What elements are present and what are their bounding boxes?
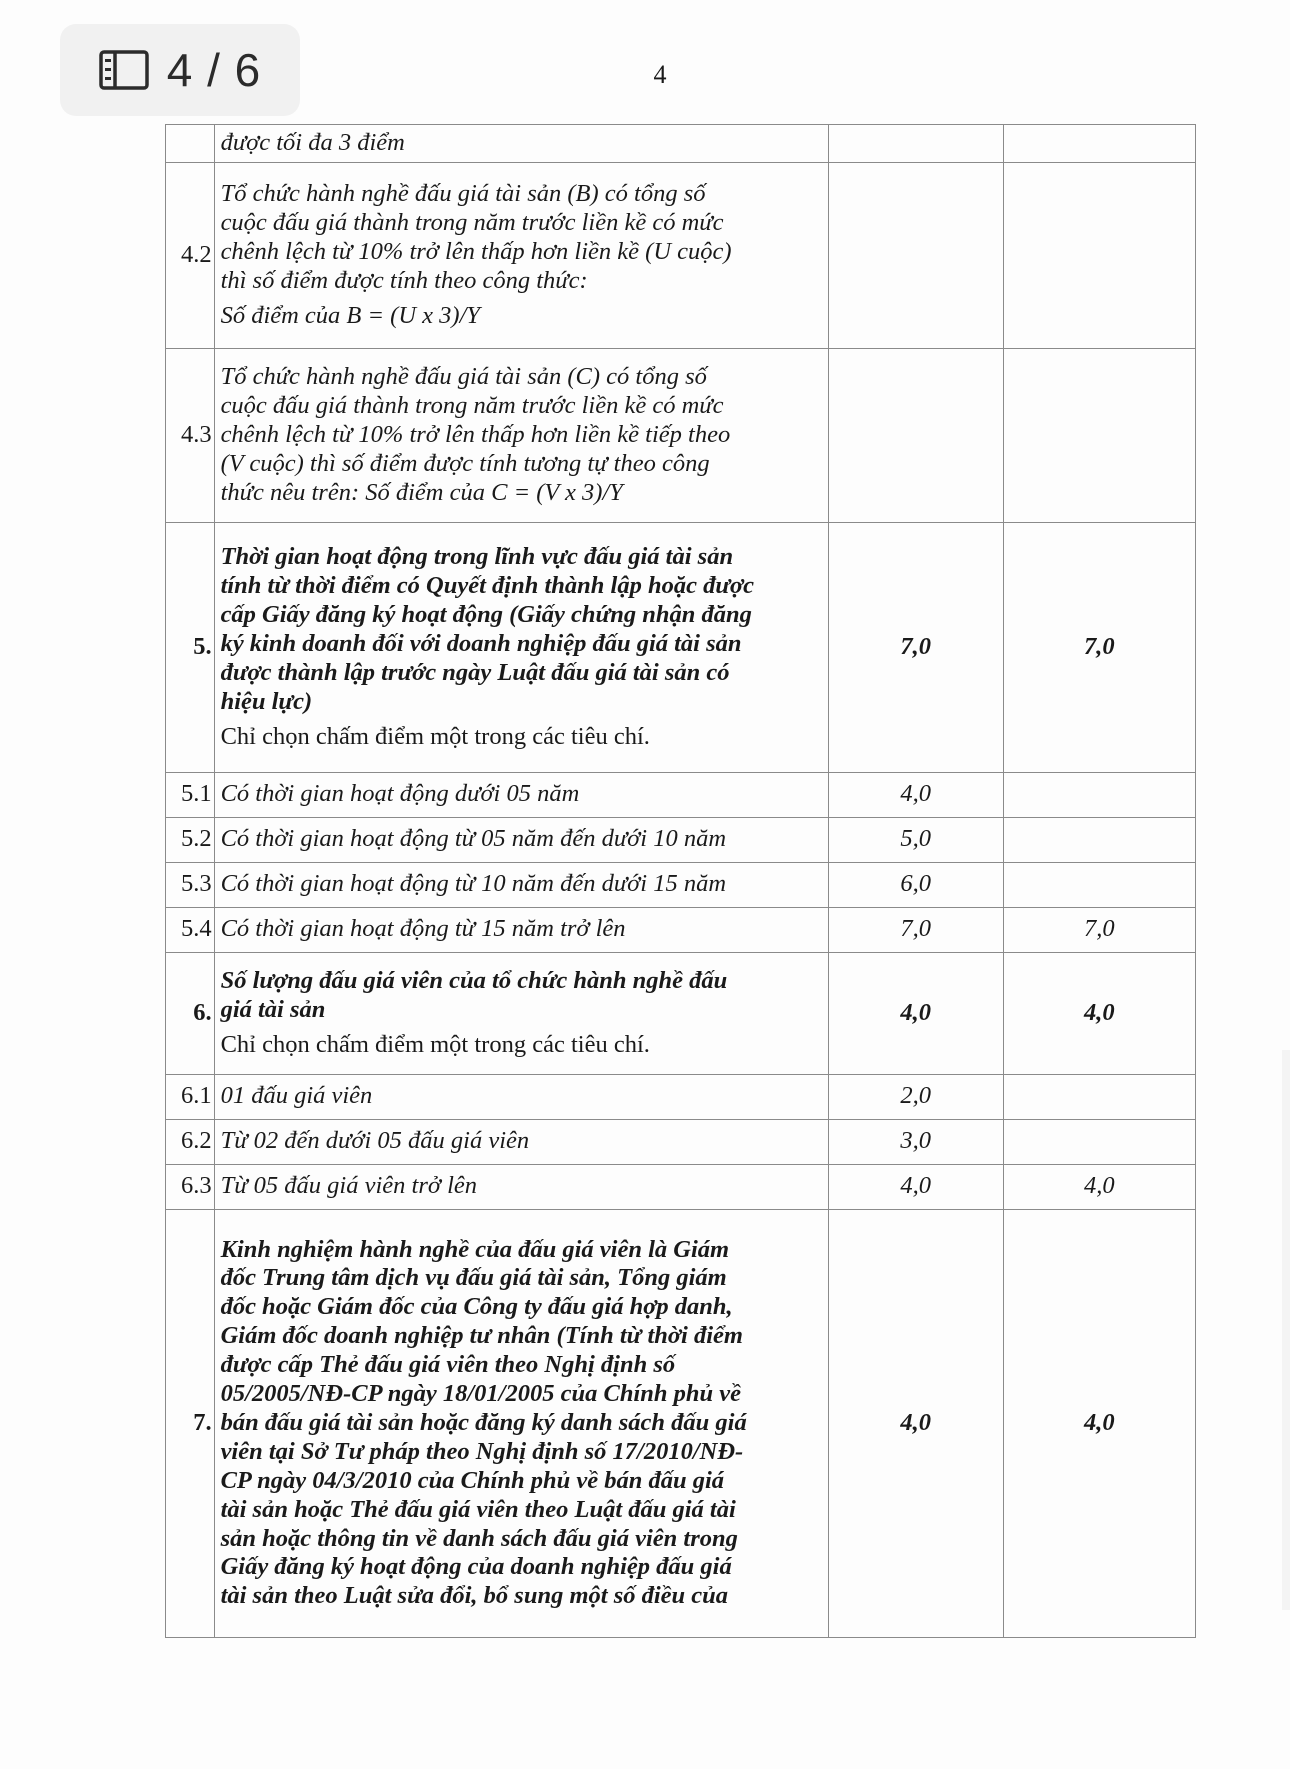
content-line: được thành lập trước ngày Luật đấu giá tài sản có xyxy=(220,658,730,686)
content-line: chênh lệch từ 10% trở lên thấp hơn liền kề (U cuộc) xyxy=(220,237,732,265)
row-content: được tối đa 3 điểm xyxy=(214,125,828,163)
awarded-score xyxy=(1003,1074,1195,1119)
content-line: đốc Trung tâm dịch vụ đấu giá tài sản, Tổng giám xyxy=(220,1264,727,1292)
awarded-score: 4,0 xyxy=(1003,952,1195,1074)
max-score: 6,0 xyxy=(828,862,1003,907)
content-line: tính từ thời điểm có Quyết định thành lập hoặc được xyxy=(220,572,755,600)
row-content xyxy=(214,162,828,348)
page-counter[interactable] xyxy=(60,24,300,116)
max-score: 7,0 xyxy=(828,907,1003,952)
row-content: Có thời gian hoạt động từ 10 năm đến dưới 15 năm xyxy=(214,862,828,907)
row-content xyxy=(214,348,828,522)
formula-line: Số điểm của B = (U x 3)/Y xyxy=(220,301,481,329)
awarded-score: 4,0 xyxy=(1003,1164,1195,1209)
table-row xyxy=(166,1164,1196,1209)
row-content: Từ 02 đến dưới 05 đấu giá viên xyxy=(214,1119,828,1164)
row-number: 6.3 xyxy=(166,1164,215,1209)
row-content: Có thời gian hoạt động từ 15 năm trở lên xyxy=(214,907,828,952)
table-row xyxy=(166,772,1196,817)
page-counter-label: 4 / 6 xyxy=(166,44,262,96)
page-number: 4 xyxy=(653,60,667,89)
awarded-score xyxy=(1003,1119,1195,1164)
selection-note: Chỉ chọn chấm điểm một trong các tiêu chí. xyxy=(220,722,650,750)
table-row xyxy=(166,1074,1196,1119)
content-line: đốc hoặc Giám đốc của Công ty đấu giá hợp danh, xyxy=(220,1293,733,1321)
content-line: Số lượng đấu giá viên của tổ chức hành nghề đấu xyxy=(220,967,728,995)
content-line: hiệu lực) xyxy=(220,687,313,715)
awarded-score: 7,0 xyxy=(1003,907,1195,952)
criteria-table xyxy=(165,124,1196,1638)
content-line: tài sản theo Luật sửa đổi, bổ sung một số điều của xyxy=(220,1582,729,1610)
max-score: 3,0 xyxy=(828,1119,1003,1164)
table-row xyxy=(166,125,1196,163)
content-line: CP ngày 04/3/2010 của Chính phủ về bán đấu giá xyxy=(220,1466,725,1494)
max-score xyxy=(828,162,1003,348)
awarded-score: 4,0 xyxy=(1003,1209,1195,1637)
table-row xyxy=(166,348,1196,522)
max-score: 5,0 xyxy=(828,817,1003,862)
content-line: viên tại Sở Tư pháp theo Nghị định số 17/2010/NĐ- xyxy=(220,1437,744,1465)
content-line: giá tài sản xyxy=(220,995,326,1023)
awarded-score xyxy=(1003,817,1195,862)
row-content xyxy=(214,952,828,1074)
max-score: 4,0 xyxy=(828,952,1003,1074)
row-content xyxy=(214,1209,828,1637)
scrollbar[interactable] xyxy=(1282,1050,1290,1610)
row-number: 4.3 xyxy=(166,348,215,522)
content-line: tài sản hoặc Thẻ đấu giá viên theo Luật đấu giá tài xyxy=(220,1495,736,1523)
row-number: 5.3 xyxy=(166,862,215,907)
content-line: 05/2005/NĐ-CP ngày 18/01/2005 của Chính phủ về xyxy=(220,1380,742,1408)
row-content: Có thời gian hoạt động dưới 05 năm xyxy=(214,772,828,817)
content-line: thức nêu trên: Số điểm của C = (V x 3)/Y xyxy=(220,478,623,506)
sidebar-icon[interactable] xyxy=(99,50,149,90)
row-number: 5.1 xyxy=(166,772,215,817)
max-score: 7,0 xyxy=(828,522,1003,772)
awarded-score: 7,0 xyxy=(1003,522,1195,772)
max-score xyxy=(828,348,1003,522)
max-score xyxy=(828,125,1003,163)
max-score: 4,0 xyxy=(828,772,1003,817)
content-line: thì số điểm được tính theo công thức: xyxy=(220,266,588,294)
row-number: 5.2 xyxy=(166,817,215,862)
content-line: chênh lệch từ 10% trở lên thấp hơn liền kề tiếp theo xyxy=(220,420,731,448)
row-number xyxy=(166,125,215,163)
content-line: ký kinh doanh đối với doanh nghiệp đấu giá tài sản xyxy=(220,629,742,657)
max-score: 4,0 xyxy=(828,1209,1003,1637)
content-line: Giấy đăng ký hoạt động của doanh nghiệp đấu giá xyxy=(220,1553,732,1581)
table-row xyxy=(166,952,1196,1074)
content-line: Tổ chức hành nghề đấu giá tài sản (B) có tổng số xyxy=(220,180,706,208)
awarded-score xyxy=(1003,125,1195,163)
content-line: cấp Giấy đăng ký hoạt động (Giấy chứng nhận đăng xyxy=(220,601,752,629)
row-content: Có thời gian hoạt động từ 05 năm đến dưới 10 năm xyxy=(214,817,828,862)
row-number: 5. xyxy=(166,522,215,772)
row-number: 4.2 xyxy=(166,162,215,348)
selection-note: Chỉ chọn chấm điểm một trong các tiêu chí. xyxy=(220,1030,650,1058)
max-score: 4,0 xyxy=(828,1164,1003,1209)
awarded-score xyxy=(1003,862,1195,907)
content-line: cuộc đấu giá thành trong năm trước liền kề có mức xyxy=(220,209,724,237)
content-line: Giám đốc doanh nghiệp tư nhân (Tính từ thời điểm xyxy=(220,1322,743,1350)
awarded-score xyxy=(1003,772,1195,817)
content-line: bán đấu giá tài sản hoặc đăng ký danh sách đấu giá xyxy=(220,1408,747,1436)
row-number: 6. xyxy=(166,952,215,1074)
table-row xyxy=(166,862,1196,907)
content-line: Tổ chức hành nghề đấu giá tài sản (C) có tổng số xyxy=(220,363,707,391)
max-score: 2,0 xyxy=(828,1074,1003,1119)
content-line: Thời gian hoạt động trong lĩnh vực đấu giá tài sản xyxy=(220,543,734,571)
row-content: 01 đấu giá viên xyxy=(214,1074,828,1119)
content-line: Kinh nghiệm hành nghề của đấu giá viên là Giám xyxy=(220,1235,730,1263)
table-row xyxy=(166,162,1196,348)
content-line: cuộc đấu giá thành trong năm trước liền kề có mức xyxy=(220,392,724,420)
table-row xyxy=(166,522,1196,772)
row-content: Từ 05 đấu giá viên trở lên xyxy=(214,1164,828,1209)
row-number: 7. xyxy=(166,1209,215,1637)
awarded-score xyxy=(1003,162,1195,348)
row-number: 5.4 xyxy=(166,907,215,952)
table-row xyxy=(166,1209,1196,1637)
table-row xyxy=(166,1119,1196,1164)
row-number: 6.2 xyxy=(166,1119,215,1164)
row-number: 6.1 xyxy=(166,1074,215,1119)
table-row xyxy=(166,907,1196,952)
content-line: được cấp Thẻ đấu giá viên theo Nghị định số xyxy=(220,1351,676,1379)
content-line: sản hoặc thông tin về danh sách đấu giá viên trong xyxy=(220,1524,738,1552)
content-line: (V cuộc) thì số điểm được tính tương tự theo công xyxy=(220,449,710,477)
awarded-score xyxy=(1003,348,1195,522)
row-content xyxy=(214,522,828,772)
table-row xyxy=(166,817,1196,862)
